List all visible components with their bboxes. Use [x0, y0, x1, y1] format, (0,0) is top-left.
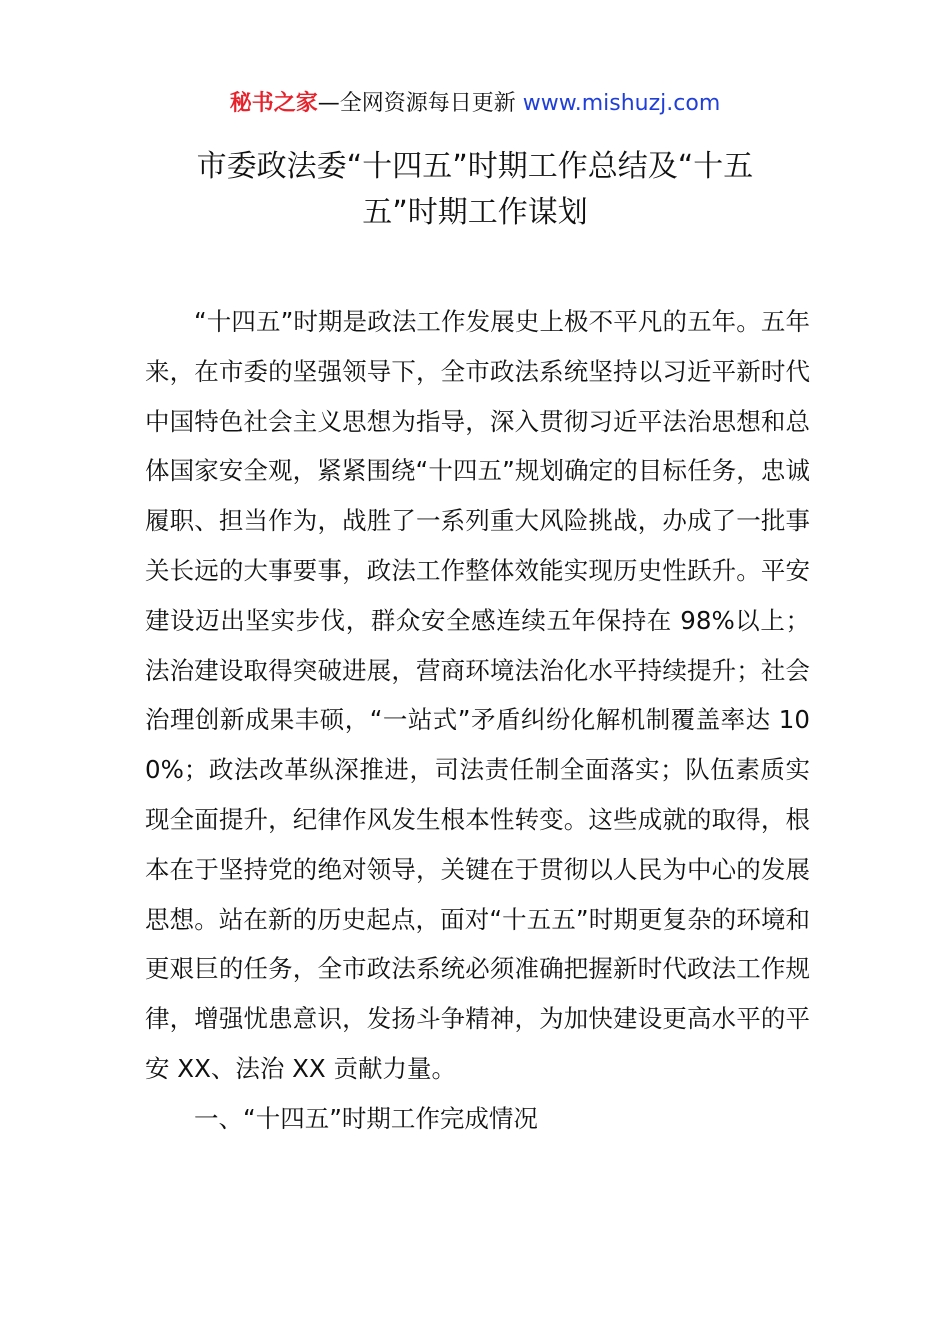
document-title-line2: 五”时期工作谋划 — [362, 195, 588, 230]
document-body — [145, 297, 810, 1144]
document-title-line1: 市委政法委“十四五”时期工作总结及“十五 — [196, 149, 754, 184]
site-tagline: —全网资源每日更新 — [317, 91, 516, 116]
site-url-link[interactable]: www.mishuzj.com — [522, 91, 721, 116]
site-brand: 秘书之家 — [229, 91, 318, 116]
site-header — [0, 88, 950, 120]
body-paragraph: “十四五”时期是政法工作发展史上极不平凡的五年。五年来，在市委的坚强领导下，全市政法系统坚持以习近平新时代中国特色社会主义思想为指导，深入贯彻习近平法治思想和总体国家安全观，紧紧围绕“十四五”规划确定的目标任务，忠诚履职、担当作为，战胜了一系列重大风险挑战，办成了一批事关长远的大事要事，政法工作整体效能实现历史性跃升。平安建设迈出坚实步伐，群众安全感连续五年保持在 98%以上；法治建设取得突破进展，营商环境法治化水平持续提升；社会治理创新成果丰硕，“一站式”矛盾纠纷化解机制覆盖率达 100%；政法改革纵深推进，司法责任制全面落实；队伍素质实现全面提升，纪律作风发生根本性转变。这些成就的取得，根本在于坚持党的绝对领导，关键在于贯彻以人民为中心的发展思想。站在新的历史起点，面对“十五五”时期更复杂的环境和更艰巨的任务，全市政法系统必须准确把握新时代政法工作规律，增强忧患意识，发扬斗争精神，为加快建设更高水平的平安 XX、法治 XX 贡献力量。 — [145, 307, 810, 1083]
document-title — [120, 144, 830, 236]
section-heading: 一、“十四五”时期工作完成情况 — [194, 1103, 538, 1133]
